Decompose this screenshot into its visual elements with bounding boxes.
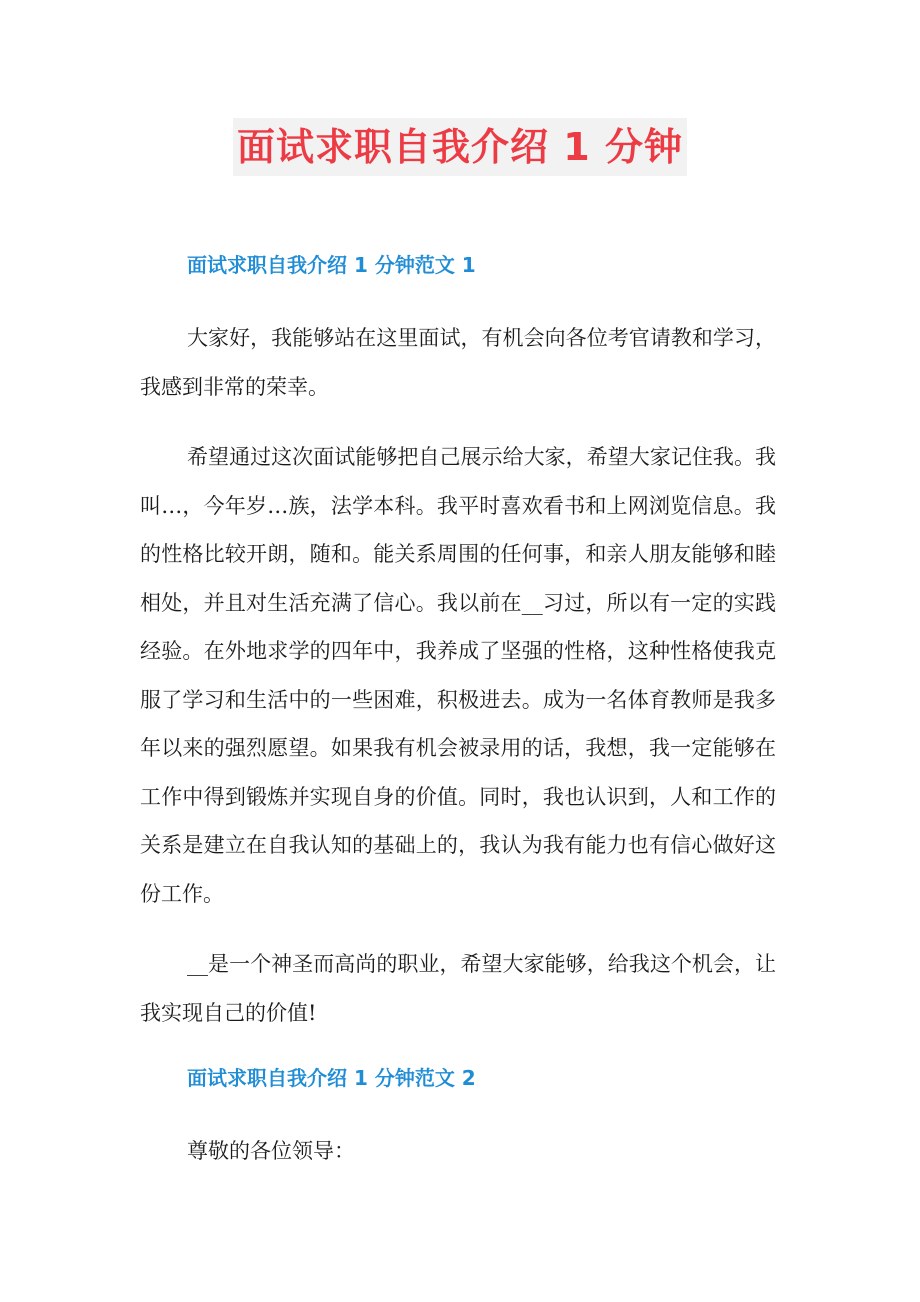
paragraph: 尊敬的各位领导： — [187, 1139, 355, 1163]
section-1 — [140, 250, 776, 1037]
paragraph: __是一个神圣而高尚的职业，希望大家能够，给我这个机会，让我实现自己的价值! — [140, 952, 776, 1025]
paragraph: 大家好，我能够站在这里面试，有机会向各位考官请教和学习，我感到非常的荣幸。 — [140, 326, 776, 399]
document-body — [140, 250, 776, 1176]
paragraph: 希望通过这次面试能够把自己展示给大家，希望大家记住我。我叫…，今年岁…族，法学本科。我平时喜欢看书和上网浏览信息。我的性格比较开朗，随和。能关系周围的任何事，和亲人朋友能够和睦相处，并且对生活充满了信心。我以前在__习过，所以有一定的实践经验。在外地求学的四年中，我养成了坚强的性格，这种性格使我克服了学习和生活中的一些困难，积极进去。成为一名体育教师是我多年以来的强烈愿望。如果我有机会被录用的话，我想，我一定能够在工作中得到锻炼并实现自身的价值。同时，我也认识到，人和工作的关系是建立在自我认知的基础上的，我认为我有能力也有信心做好这份工作。 — [140, 445, 776, 906]
section-heading: 面试求职自我介绍 1 分钟范文 2 — [187, 1066, 476, 1090]
section-2 — [140, 1063, 776, 1176]
document-title: 面试求职自我介绍 1 分钟 — [233, 118, 687, 176]
section-heading: 面试求职自我介绍 1 分钟范文 1 — [187, 253, 476, 277]
title-container — [0, 118, 920, 176]
